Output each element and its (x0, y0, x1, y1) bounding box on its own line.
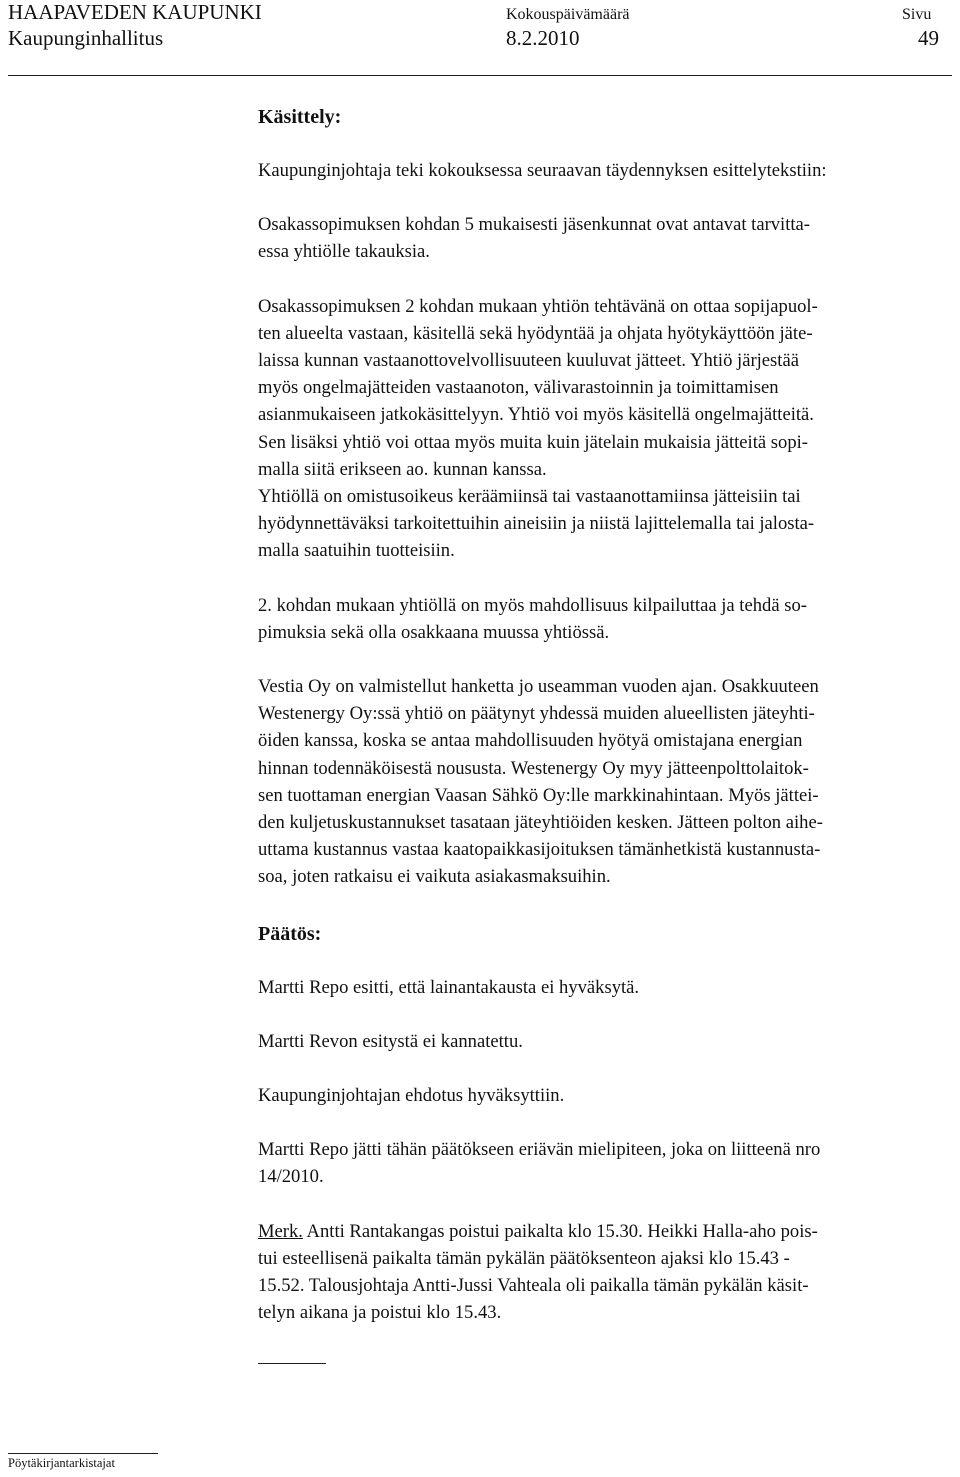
footer-label: Pöytäkirjantarkistajat (8, 1456, 115, 1470)
text-line: 15.52. Talousjohtaja Antti-Jussi Vahteala oli paikalla tämän pykälän käsit- (258, 1275, 809, 1297)
text-line: uttama kustannus vastaa kaatopaikkasijoituksen tämänhetkistä kustannusta- (258, 839, 821, 861)
text-line: Vestia Oy on valmistellut hanketta jo useamman vuoden ajan. Osakkuuteen (258, 676, 819, 698)
paatos-paragraph-1 (258, 974, 954, 1001)
text-line: Yhtiöllä on omistusoikeus keräämiinsä tai vastaanottamiinsa jätteisiin tai (258, 486, 801, 508)
text-line: asianmukaiseen jatkokäsittelyyn. Yhtiö voi myös käsitellä ongelmajätteitä. (258, 404, 814, 426)
text-line: Westenergy Oy:ssä yhtiö on päätynyt yhdessä muiden alueellisten jäteyhti- (258, 703, 815, 725)
text-line: den kuljetuskustannukset tasataan jäteyhtiöiden kesken. Jätteen polton aihe- (258, 812, 823, 834)
text-line: sen tuottaman energian Vaasan Sähkö Oy:lle markkinahintaan. Myös jättei- (258, 784, 819, 806)
kasittely-paragraph-5 (258, 673, 954, 891)
kasittely-paragraph-4 (258, 592, 954, 646)
text-line: myös ongelmajätteiden vastaanoton, välivarastoinnin ja toimittamisen (258, 377, 779, 399)
text-line: Martti Repo jätti tähän päätökseen eriävän mielipiteen, joka on liitteenä nro (258, 1139, 821, 1161)
document-body (258, 104, 954, 1364)
kasittely-paragraph-2 (258, 211, 954, 265)
text-line: 2. kohdan mukaan yhtiöllä on myös mahdollisuus kilpailuttaa ja tehdä so- (258, 594, 807, 616)
paatos-paragraph-4 (258, 1136, 954, 1190)
section-end-rule (258, 1363, 326, 1364)
date-label: Kokouspäivämäärä (506, 6, 630, 23)
text-line: Kaupunginjohtajan ehdotus hyväksyttiin. (258, 1085, 565, 1107)
text-line: soa, joten ratkaisu ei vaikuta asiakasmaksuihin. (258, 866, 611, 888)
text-line: Osakassopimuksen kohdan 5 mukaisesti jäsenkunnat ovat antavat tarvitta- (258, 214, 811, 236)
text-line: tui esteellisenä paikalta tämän pykälän päätöksenteon ajaksi klo 15.43 - (258, 1247, 790, 1269)
page-number: 49 (918, 26, 939, 50)
text-line: malla siitä erikseen ao. kunnan kanssa. (258, 458, 547, 480)
page-label: Sivu (902, 6, 932, 23)
kasittely-paragraph-1 (258, 157, 954, 184)
text-line: ten alueelta vastaan, käsitellä sekä hyödyntää ja ohjata hyötykäyttöön jäte- (258, 322, 813, 344)
text-line: laissa kunnan vastaanottovelvollisuuteen kuuluvat jätteet. Yhtiö järjestää (258, 350, 799, 372)
paatos-paragraph-2 (258, 1028, 954, 1055)
merk-text: Antti Rantakangas poistui paikalta klo 15.30. Heikki Halla-aho pois- (302, 1220, 818, 1242)
paatos-heading: Päätös: (258, 922, 322, 945)
kasittely-heading: Käsittely: (258, 106, 342, 128)
text-line: malla saatuihin tuotteisiin. (258, 540, 455, 562)
paatos-paragraph-3 (258, 1082, 954, 1109)
footer-divider (8, 1453, 158, 1454)
header-divider (8, 75, 952, 76)
meeting-date: 8.2.2010 (506, 26, 580, 50)
merk-label: Merk. (258, 1220, 303, 1242)
body-name: Kaupunginhallitus (8, 26, 164, 50)
text-line: hinnan todennäköisestä noususta. Westenergy Oy myy jätteenpolttolaitok- (258, 757, 809, 779)
text-line: öiden kanssa, koska se antaa mahdollisuuden hyötyä omistajana energian (258, 730, 803, 752)
merk-paragraph (258, 1218, 954, 1327)
page-header (8, 0, 952, 78)
text-line: Osakassopimuksen 2 kohdan mukaan yhtiön tehtävänä on ottaa sopijapuol- (258, 295, 818, 317)
organization-name: HAAPAVEDEN KAUPUNKI (8, 0, 262, 24)
text-line: Martti Repo esitti, että lainantakausta ei hyväksytä. (258, 976, 640, 998)
text-line: hyödynnettäväksi tarkoitettuihin aineisiin ja niistä lajittelemalla tai jalosta- (258, 513, 815, 535)
text-line: Sen lisäksi yhtiö voi ottaa myös muita kuin jätelain mukaisia jätteitä sopi- (258, 431, 808, 453)
text-line: telyn aikana ja poistui klo 15.43. (258, 1302, 502, 1324)
kasittely-paragraph-3 (258, 293, 954, 565)
text-line: pimuksia sekä olla osakkaana muussa yhtiössä. (258, 621, 610, 643)
text-line: Kaupunginjohtaja teki kokouksessa seuraavan täydennyksen esittelytekstiin: (258, 160, 827, 181)
text-line: Martti Revon esitystä ei kannatettu. (258, 1030, 523, 1052)
text-line: essa yhtiölle takauksia. (258, 241, 430, 263)
text-line (258, 1218, 954, 1245)
text-line: 14/2010. (258, 1166, 324, 1188)
